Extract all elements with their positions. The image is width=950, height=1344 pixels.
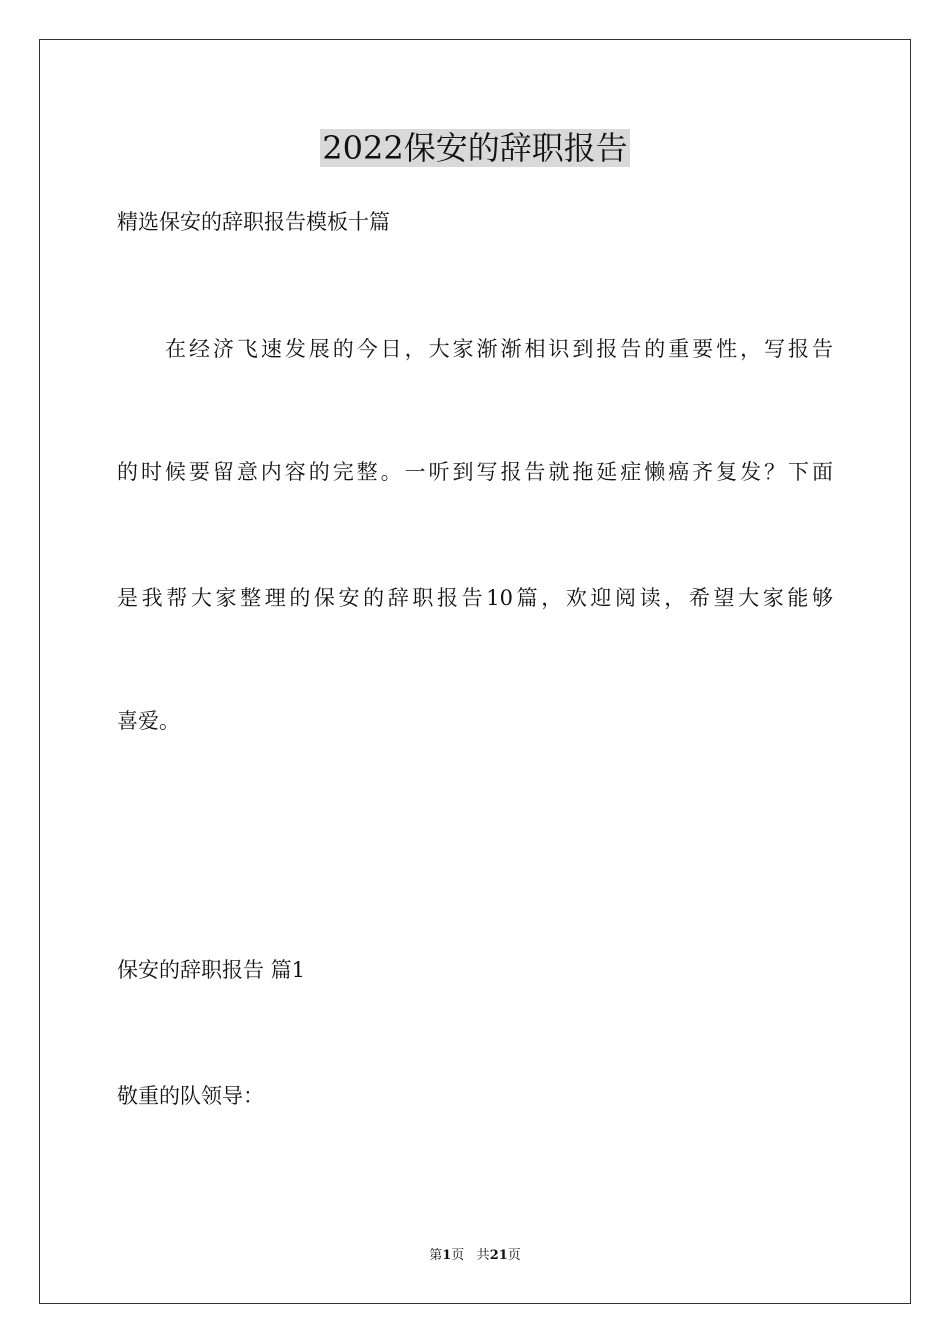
document-title-text: 2022保安的辞职报告 bbox=[322, 129, 628, 167]
intro-line-4: 喜爱。 bbox=[117, 709, 180, 733]
footer-page-prefix: 第 bbox=[429, 1248, 443, 1263]
intro-line-1: 在经济飞速发展的今日，大家渐渐相识到报告的重要性，写报告 bbox=[165, 337, 833, 361]
footer-total-pages: 21 bbox=[489, 1248, 508, 1263]
section-heading: 保安的辞职报告 篇1 bbox=[117, 958, 306, 982]
intro-line-3: 是我帮大家整理的保安的辞职报告10篇，欢迎阅读，希望大家能够 bbox=[117, 586, 833, 610]
page-footer bbox=[0, 1247, 950, 1265]
footer-total-prefix: 共 bbox=[476, 1248, 490, 1263]
footer-page-suffix: 页 bbox=[451, 1248, 465, 1263]
intro-line-2: 的时候要留意内容的完整。一听到写报告就拖延症懒癌齐复发？下面 bbox=[117, 460, 833, 484]
document-title bbox=[0, 126, 950, 170]
document-subtitle: 精选保安的辞职报告模板十篇 bbox=[117, 210, 390, 234]
footer-page-number: 1 bbox=[442, 1248, 452, 1263]
salutation: 敬重的队领导： bbox=[117, 1084, 264, 1108]
footer-total-suffix: 页 bbox=[507, 1248, 521, 1263]
